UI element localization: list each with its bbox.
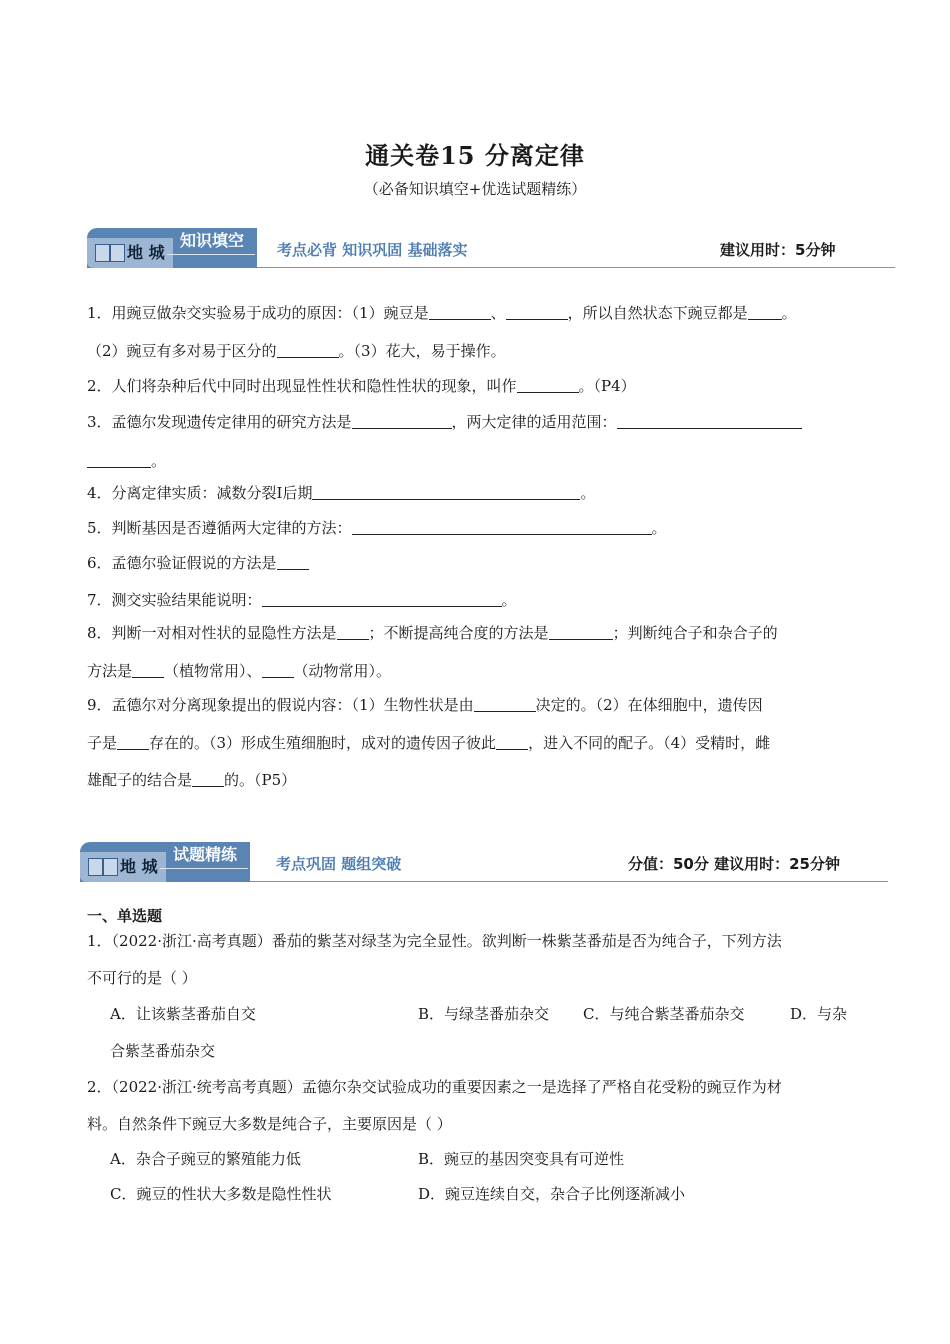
answer-blank[interactable] [430, 592, 502, 607]
text: ，进入不同的配子。（4）受精时，雌 [528, 734, 771, 752]
page-subtitle: （必备知识填空+优选试题精练） [363, 180, 587, 198]
answer-blank[interactable] [132, 663, 164, 678]
answer-blank[interactable] [549, 625, 613, 640]
question-line [87, 482, 596, 503]
score-and-time: 分值：50分 建议用时：25分钟 [628, 855, 840, 873]
text: 。 [501, 591, 517, 609]
book-icon [88, 858, 118, 876]
option-c[interactable]: C．与纯合紫茎番茄杂交 [583, 1005, 745, 1023]
banner-rule [250, 881, 888, 883]
answer-blank[interactable] [748, 305, 782, 320]
question-line [87, 450, 166, 471]
text: （2）豌豆有多对易于区分的 [87, 342, 277, 360]
option-c[interactable]: C．豌豆的性状大多数是隐性性状 [110, 1185, 332, 1203]
text: 。 [651, 519, 667, 537]
section-slogan: 考点必背 知识巩固 基础落实 [277, 241, 468, 259]
text: （植物常用）、 [164, 662, 262, 680]
page-title: 通关卷15 分离定律 [365, 141, 585, 170]
question-line [87, 517, 667, 538]
question-line [87, 660, 391, 681]
answer-blank[interactable] [87, 453, 151, 468]
option-a[interactable]: A．让该紫茎番茄自交 [110, 1005, 256, 1023]
section-tag: 试题精练 [172, 845, 237, 864]
question-stem: 不可行的是（ ） [87, 969, 197, 987]
answer-blank[interactable] [192, 772, 224, 787]
text: 3．孟德尔发现遗传定律用的研究方法是 [87, 413, 352, 431]
option-a[interactable]: A．杂合子豌豆的繁殖能力低 [110, 1150, 301, 1168]
question-stem: 料。自然条件下豌豆大多数是纯合子，主要原因是（ ） [87, 1115, 452, 1133]
option-b[interactable]: B．豌豆的基因突变具有可逆性 [418, 1150, 625, 1168]
question-line [87, 622, 778, 643]
question-line [87, 340, 506, 361]
text: 雄配子的结合是 [87, 771, 193, 789]
text: 。 [151, 452, 167, 470]
text: 1．用豌豆做杂交实验易于成功的原因：（1）豌豆是 [87, 304, 429, 322]
section-slogan: 考点巩固 题组突破 [276, 855, 402, 873]
text: 7．测交实验结果能说明： [87, 591, 262, 609]
text: 、 [490, 304, 506, 322]
answer-blank[interactable] [496, 735, 528, 750]
text: ；判断纯合子和杂合子的 [612, 624, 778, 642]
text: 方法是 [87, 662, 133, 680]
answer-blank[interactable] [337, 625, 369, 640]
suggested-time: 建议用时：5分钟 [720, 241, 836, 259]
text: 6．孟德尔验证假说的方法是 [87, 554, 277, 572]
text: 。 [781, 304, 797, 322]
text: 子是 [87, 734, 118, 752]
answer-blank[interactable] [277, 555, 309, 570]
question-line [87, 694, 763, 715]
answer-blank[interactable] [262, 592, 270, 607]
option-d[interactable]: D．与杂 [790, 1005, 848, 1023]
text: ；不断提高纯合度的方法是 [368, 624, 549, 642]
answer-blank[interactable] [270, 592, 430, 607]
text: 。（P4） [578, 377, 636, 395]
question-line [87, 769, 296, 790]
answer-blank[interactable] [517, 378, 579, 393]
section-tag: 知识填空 [179, 231, 244, 250]
text: ，两大定律的适用范围： [451, 413, 617, 431]
answer-blank[interactable] [277, 343, 339, 358]
question-line [87, 302, 797, 323]
banner-watermark-text: 地 城 [127, 243, 165, 262]
answer-blank[interactable] [352, 520, 652, 535]
tag-underline [167, 254, 255, 255]
question-line [87, 732, 770, 753]
text: 决定的。（2）在体细胞中，遗传因 [535, 696, 763, 714]
text: 9．孟德尔对分离现象提出的假说内容：（1）生物性状是由 [87, 696, 474, 714]
section-heading: 一、单选题 [87, 907, 163, 925]
text: 的。（P5） [224, 771, 297, 789]
text: 存在的。（3）形成生殖细胞时，成对的遗传因子彼此 [149, 734, 497, 752]
answer-blank[interactable] [617, 414, 802, 429]
answer-blank[interactable] [429, 305, 491, 320]
text: 5．判断基因是否遵循两大定律的方法： [87, 519, 352, 537]
question-line [87, 375, 636, 396]
answer-blank[interactable] [506, 305, 568, 320]
answer-blank[interactable] [312, 485, 580, 500]
book-icon [95, 244, 125, 262]
text: 8．判断一对相对性状的显隐性方法是 [87, 624, 337, 642]
option-b[interactable]: B．与绿茎番茄杂交 [418, 1005, 550, 1023]
text: 4．分离定律实质：减数分裂Ⅰ后期 [87, 484, 313, 502]
answer-blank[interactable] [474, 697, 536, 712]
answer-blank[interactable] [262, 663, 294, 678]
answer-blank[interactable] [117, 735, 149, 750]
text: （动物常用）。 [293, 662, 392, 680]
text: 2．人们将杂种后代中同时出现显性性状和隐性性状的现象，叫作 [87, 377, 517, 395]
option-d-continued: 合紫茎番茄杂交 [110, 1042, 216, 1060]
tag-underline [160, 868, 248, 869]
question-line [87, 589, 517, 610]
banner-rule [257, 267, 895, 269]
text: 。（3）花大，易于操作。 [338, 342, 506, 360]
question-line [87, 411, 802, 432]
option-d[interactable]: D．豌豆连续自交，杂合子比例逐渐减小 [418, 1185, 686, 1203]
question-line [87, 552, 309, 573]
section-banner-practice [80, 842, 888, 882]
question-stem: 1．（2022·浙江·高考真题）番茄的紫茎对绿茎为完全显性。欲判断一株紫茎番茄是否为纯合子，下列方法 [87, 932, 782, 950]
text: 。 [580, 484, 596, 502]
text: ，所以自然状态下豌豆都是 [567, 304, 748, 322]
banner-watermark-text: 地 城 [120, 857, 158, 876]
section-banner-knowledge [87, 228, 895, 268]
question-stem: 2．（2022·浙江·统考高考真题）孟德尔杂交试验成功的重要因素之一是选择了严格自花受粉的豌豆作为材 [87, 1078, 782, 1096]
answer-blank[interactable] [352, 414, 452, 429]
